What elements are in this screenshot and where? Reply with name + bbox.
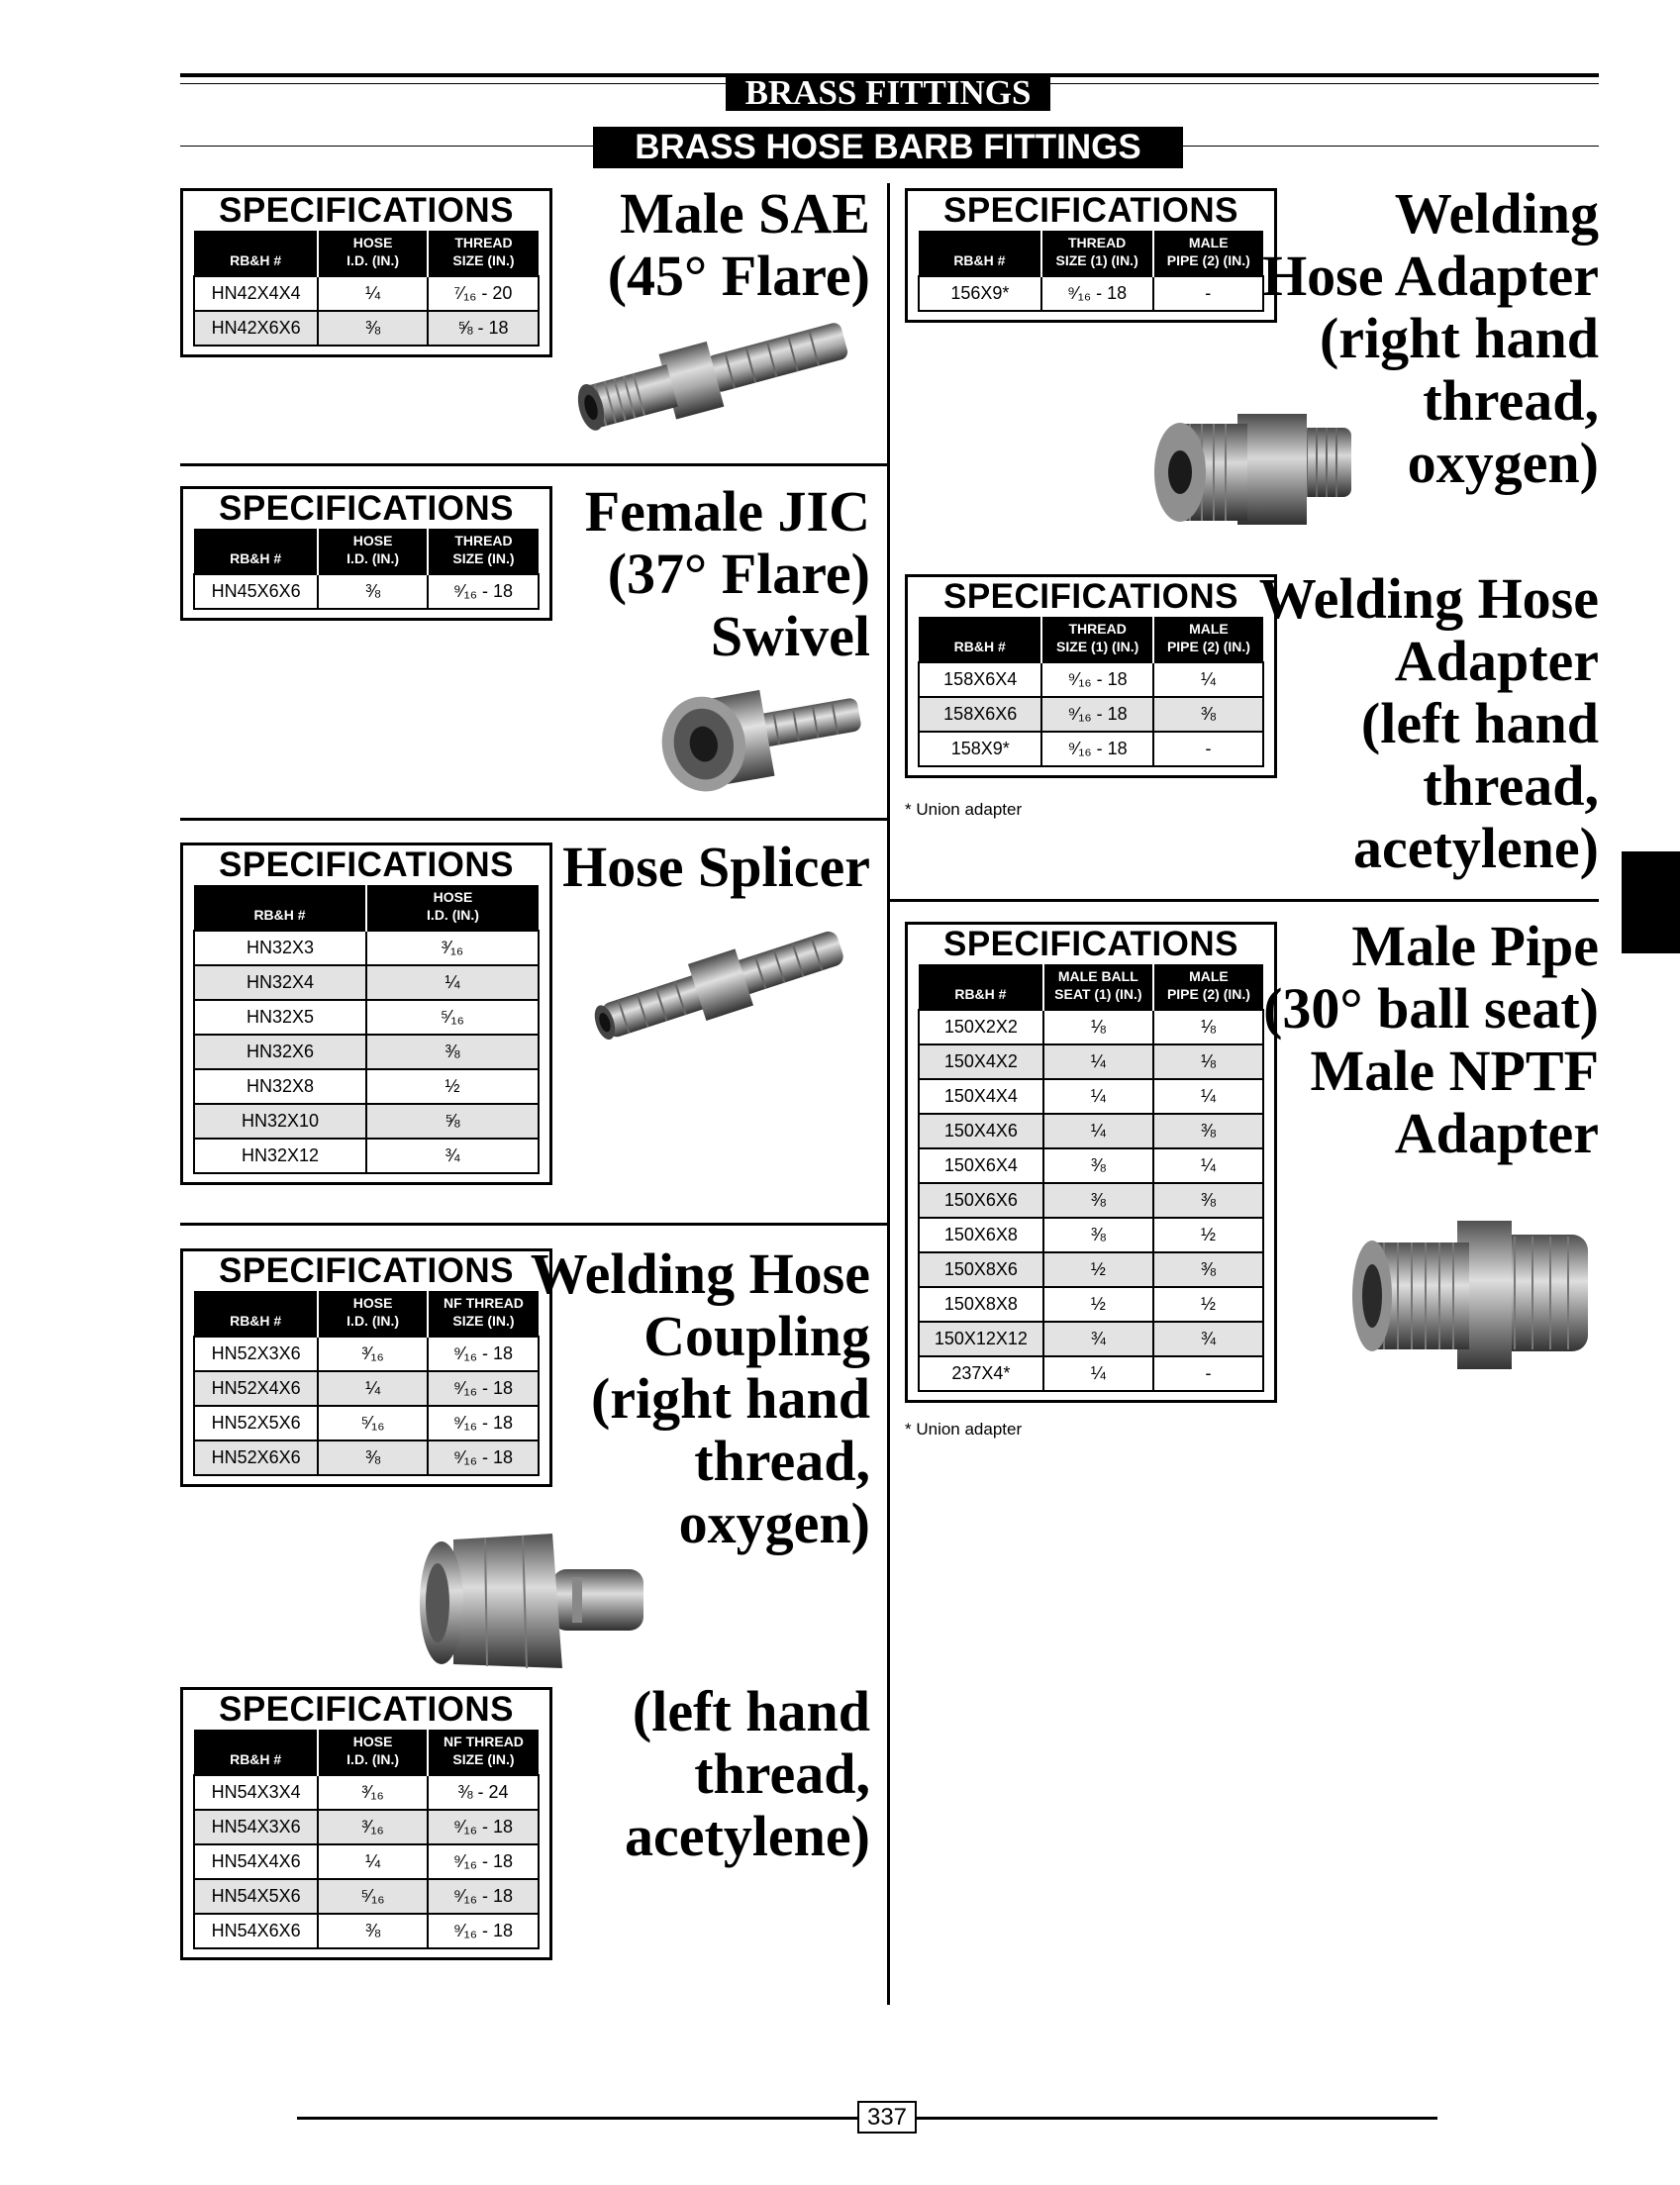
- title-line: Welding Hose: [1258, 566, 1599, 631]
- table-row: [194, 1440, 539, 1475]
- column-header: THREAD SIZE (1) (IN.): [1041, 617, 1152, 662]
- spec-table: [193, 231, 540, 347]
- column-header: RB&H #: [194, 231, 318, 276]
- spec-table: [193, 1730, 540, 1949]
- table-row: [194, 1337, 539, 1371]
- column-header: NF THREAD SIZE (IN.): [428, 1291, 539, 1337]
- left-divider-1: [180, 463, 887, 466]
- spec-table-welding-coupling-rh: [180, 1248, 552, 1487]
- table-cell: 156X9*: [919, 276, 1041, 311]
- table-cell: HN52X5X6: [194, 1406, 318, 1440]
- table-row: [919, 1010, 1263, 1044]
- table-row: [919, 697, 1263, 732]
- title-line: (37° Flare): [607, 542, 870, 606]
- table-cell: ⁹⁄₁₆ - 18: [428, 1337, 539, 1371]
- table-row: [194, 1371, 539, 1406]
- table-cell: ½: [1153, 1218, 1263, 1252]
- table-cell: ½: [366, 1069, 539, 1104]
- table-row: [194, 1775, 539, 1810]
- title-line: Hose Splicer: [562, 835, 870, 899]
- table-cell: ⁹⁄₁₆ - 18: [428, 1879, 539, 1914]
- column-header: HOSE I.D. (IN.): [318, 1730, 428, 1775]
- spec-table-welding-coupling-lh: [180, 1687, 552, 1960]
- column-header: RB&H #: [919, 617, 1041, 662]
- table-cell: HN45X6X6: [194, 574, 318, 609]
- table-cell: ¼: [318, 276, 428, 311]
- title-line: (left hand: [1360, 691, 1599, 755]
- specifications-heading: SPECIFICATIONS: [218, 489, 515, 528]
- table-row: [194, 1406, 539, 1440]
- table-header-row: [194, 1291, 539, 1337]
- table-cell: ⅜: [318, 1440, 428, 1475]
- table-cell: HN32X8: [194, 1069, 366, 1104]
- table-cell: ⅝: [366, 1104, 539, 1139]
- table-row: [194, 1035, 539, 1069]
- table-cell: ⁵⁄₁₆: [366, 1000, 539, 1035]
- table-cell: HN32X4: [194, 965, 366, 1000]
- table-cell: ⅜: [318, 1914, 428, 1948]
- table-cell: ⅛: [1153, 1010, 1263, 1044]
- table-cell: HN32X3: [194, 931, 366, 965]
- table-cell: HN54X3X6: [194, 1810, 318, 1844]
- title-male-pipe: [1263, 915, 1599, 1164]
- table-cell: ⅜: [318, 574, 428, 609]
- title-line: Swivel: [710, 604, 870, 668]
- table-row: [194, 931, 539, 965]
- table-cell: ¾: [1043, 1322, 1153, 1356]
- table-cell: 150X2X2: [919, 1010, 1043, 1044]
- table-cell: 150X4X2: [919, 1044, 1043, 1079]
- table-header-row: [194, 529, 539, 574]
- table-cell: HN42X6X6: [194, 311, 318, 346]
- table-cell: ⁹⁄₁₆ - 18: [1041, 732, 1152, 766]
- table-cell: -: [1153, 1356, 1263, 1391]
- table-cell: HN32X10: [194, 1104, 366, 1139]
- column-header: RB&H #: [194, 1291, 318, 1337]
- column-header: RB&H #: [194, 1730, 318, 1775]
- title-female-jic: [585, 480, 870, 667]
- spec-table-welding-adapter-rh: [905, 188, 1277, 323]
- column-header: THREAD SIZE (IN.): [428, 529, 539, 574]
- table-cell: ⁷⁄₁₆ - 20: [428, 276, 539, 311]
- title-line: Adapter: [1394, 1101, 1599, 1165]
- table-cell: ⁹⁄₁₆ - 18: [428, 1810, 539, 1844]
- column-header: HOSE I.D. (IN.): [366, 885, 539, 931]
- title-line: (30° ball seat): [1263, 976, 1599, 1041]
- subsection-banner: BRASS HOSE BARB FITTINGS: [593, 127, 1183, 168]
- table-cell: 237X4*: [919, 1356, 1043, 1391]
- table-row: [919, 1079, 1263, 1114]
- column-header: HOSE I.D. (IN.): [318, 231, 428, 276]
- table-row: [194, 574, 539, 609]
- table-row: [194, 965, 539, 1000]
- table-cell: 150X4X6: [919, 1114, 1043, 1148]
- table-cell: HN32X5: [194, 1000, 366, 1035]
- table-row: [919, 732, 1263, 766]
- table-cell: 150X8X8: [919, 1287, 1043, 1322]
- table-cell: ⅜: [318, 311, 428, 346]
- table-cell: ⅜: [1153, 1252, 1263, 1287]
- title-line: Hose Adapter: [1262, 244, 1599, 308]
- table-cell: ⅜: [1043, 1183, 1153, 1218]
- table-cell: ⁵⁄₁₆: [318, 1406, 428, 1440]
- table-row: [194, 1844, 539, 1879]
- table-cell: ½: [1043, 1287, 1153, 1322]
- table-cell: ¼: [1043, 1114, 1153, 1148]
- title-line: thread,: [694, 1741, 870, 1806]
- title-line: thread,: [1423, 368, 1599, 433]
- table-cell: ⁹⁄₁₆ - 18: [428, 1844, 539, 1879]
- table-row: [919, 276, 1263, 311]
- union-adapter-note-2: * Union adapter: [905, 1420, 1023, 1439]
- table-header-row: [194, 231, 539, 276]
- spec-table-hose-splicer: [180, 843, 552, 1185]
- union-adapter-note-1: * Union adapter: [905, 800, 1023, 819]
- table-cell: ½: [1043, 1252, 1153, 1287]
- title-line: acetylene): [625, 1804, 870, 1868]
- table-row: [919, 1114, 1263, 1148]
- column-header: RB&H #: [194, 885, 366, 931]
- table-row: [194, 1069, 539, 1104]
- table-cell: ⅛: [1153, 1044, 1263, 1079]
- title-line: Adapter: [1394, 629, 1599, 693]
- table-cell: ¼: [318, 1844, 428, 1879]
- spec-table: [193, 885, 540, 1174]
- table-cell: ⁹⁄₁₆ - 18: [428, 574, 539, 609]
- table-row: [194, 1000, 539, 1035]
- specifications-heading: SPECIFICATIONS: [942, 191, 1239, 230]
- left-divider-3: [180, 1223, 887, 1226]
- title-welding-coupling-lh: [625, 1680, 870, 1867]
- column-header: THREAD SIZE (1) (IN.): [1041, 231, 1153, 276]
- table-cell: 150X6X4: [919, 1148, 1043, 1183]
- title-line: Male SAE: [620, 181, 870, 246]
- welding-adapter-rh-image: [1148, 406, 1356, 540]
- table-cell: ¼: [366, 965, 539, 1000]
- table-cell: 150X12X12: [919, 1322, 1043, 1356]
- table-cell: ¾: [366, 1139, 539, 1173]
- title-welding-coupling-rh: [531, 1242, 870, 1554]
- table-row: [919, 662, 1263, 697]
- table-cell: 158X9*: [919, 732, 1041, 766]
- table-row: [194, 1104, 539, 1139]
- page-number: 337: [857, 2101, 917, 2134]
- table-cell: ¼: [1043, 1079, 1153, 1114]
- welding-coupling-image: [414, 1520, 651, 1683]
- title-hose-splicer: [562, 836, 870, 898]
- title-line: thread,: [1423, 753, 1599, 818]
- table-cell: ⅜: [1153, 697, 1263, 732]
- title-line: Welding: [1394, 181, 1599, 246]
- center-divider: [887, 183, 890, 2005]
- column-header: NF THREAD SIZE (IN.): [428, 1730, 539, 1775]
- specifications-heading: SPECIFICATIONS: [942, 925, 1239, 963]
- table-row: [194, 1879, 539, 1914]
- table-cell: ³⁄₁₆: [318, 1337, 428, 1371]
- left-divider-2: [180, 818, 887, 821]
- table-cell: ⁹⁄₁₆ - 18: [1041, 276, 1153, 311]
- table-row: [194, 1810, 539, 1844]
- table-cell: ⅜: [1153, 1114, 1263, 1148]
- column-header: MALE PIPE (2) (IN.): [1153, 231, 1264, 276]
- table-cell: ⁹⁄₁₆ - 18: [428, 1371, 539, 1406]
- spec-table: [193, 529, 540, 610]
- right-divider-1: [890, 899, 1599, 902]
- hose-splicer-image: [579, 916, 861, 1054]
- table-cell: HN54X5X6: [194, 1879, 318, 1914]
- table-cell: HN52X3X6: [194, 1337, 318, 1371]
- table-cell: ³⁄₁₆: [366, 931, 539, 965]
- table-row: [919, 1148, 1263, 1183]
- spec-table: [918, 964, 1264, 1392]
- spec-table-male-pipe: [905, 922, 1277, 1403]
- specifications-heading: SPECIFICATIONS: [218, 1251, 515, 1290]
- spec-table: [918, 231, 1264, 312]
- table-cell: ½: [1153, 1287, 1263, 1322]
- table-row: [919, 1044, 1263, 1079]
- title-line: Welding Hose: [530, 1241, 870, 1306]
- table-cell: HN42X4X4: [194, 276, 318, 311]
- table-cell: -: [1153, 276, 1264, 311]
- table-row: [194, 1914, 539, 1948]
- table-row: [919, 1218, 1263, 1252]
- table-cell: ⅜: [1153, 1183, 1263, 1218]
- table-row: [919, 1356, 1263, 1391]
- male-pipe-adapter-image: [1348, 1213, 1596, 1381]
- title-line: Male Pipe: [1351, 914, 1599, 978]
- female-jic-fitting-image: [648, 673, 866, 797]
- title-line: (left hand: [632, 1679, 870, 1743]
- column-header: HOSE I.D. (IN.): [318, 1291, 428, 1337]
- spec-table-welding-adapter-lh: [905, 574, 1277, 778]
- table-cell: ⁹⁄₁₆ - 18: [428, 1440, 539, 1475]
- spec-table-male-sae: [180, 188, 552, 357]
- table-cell: ³⁄₁₆: [318, 1810, 428, 1844]
- table-row: [919, 1252, 1263, 1287]
- table-cell: 150X8X6: [919, 1252, 1043, 1287]
- table-cell: ⅜: [1043, 1148, 1153, 1183]
- section-tab: [1622, 851, 1680, 953]
- column-header: MALE PIPE (2) (IN.): [1153, 617, 1263, 662]
- table-cell: 150X6X6: [919, 1183, 1043, 1218]
- column-header: RB&H #: [919, 964, 1043, 1010]
- table-row: [919, 1183, 1263, 1218]
- table-cell: 158X6X4: [919, 662, 1041, 697]
- table-cell: -: [1153, 732, 1263, 766]
- table-cell: HN32X12: [194, 1139, 366, 1173]
- specifications-heading: SPECIFICATIONS: [942, 577, 1239, 616]
- spec-table: [918, 617, 1264, 767]
- male-sae-fitting-image: [562, 312, 859, 441]
- spec-table: [193, 1291, 540, 1476]
- title-line: Coupling: [643, 1304, 870, 1368]
- table-row: [194, 276, 539, 311]
- table-cell: ⅜: [1043, 1218, 1153, 1252]
- section-banner: BRASS FITTINGS: [726, 75, 1050, 111]
- table-cell: ⅛: [1043, 1010, 1153, 1044]
- title-line: Female JIC: [584, 479, 870, 544]
- table-header-row: [919, 231, 1263, 276]
- column-header: RB&H #: [194, 529, 318, 574]
- title-line: (right hand: [1319, 306, 1599, 370]
- table-cell: HN52X6X6: [194, 1440, 318, 1475]
- spec-table-female-jic: [180, 486, 552, 621]
- table-cell: ⁹⁄₁₆ - 18: [428, 1406, 539, 1440]
- title-line: (45° Flare): [607, 244, 870, 308]
- table-header-row: [194, 1730, 539, 1775]
- title-line: acetylene): [1353, 816, 1599, 880]
- table-cell: 150X4X4: [919, 1079, 1043, 1114]
- title-male-sae: [608, 182, 870, 307]
- column-header: HOSE I.D. (IN.): [318, 529, 428, 574]
- table-cell: HN54X3X4: [194, 1775, 318, 1810]
- title-line: Male NPTF: [1310, 1039, 1599, 1103]
- table-cell: ⅝ - 18: [428, 311, 539, 346]
- table-cell: ⁹⁄₁₆ - 18: [1041, 662, 1152, 697]
- table-cell: ¼: [1153, 1148, 1263, 1183]
- table-cell: ⅜ - 24: [428, 1775, 539, 1810]
- title-line: oxygen): [1407, 431, 1599, 495]
- specifications-heading: SPECIFICATIONS: [218, 845, 515, 884]
- table-cell: HN32X6: [194, 1035, 366, 1069]
- column-header: MALE PIPE (2) (IN.): [1153, 964, 1263, 1010]
- table-cell: ⅜: [366, 1035, 539, 1069]
- table-row: [919, 1322, 1263, 1356]
- table-row: [194, 311, 539, 346]
- table-header-row: [919, 964, 1263, 1010]
- table-cell: ¼: [1043, 1044, 1153, 1079]
- table-row: [194, 1139, 539, 1173]
- title-line: oxygen): [678, 1491, 870, 1555]
- table-cell: ⁹⁄₁₆ - 18: [428, 1914, 539, 1948]
- table-cell: 150X6X8: [919, 1218, 1043, 1252]
- column-header: RB&H #: [919, 231, 1041, 276]
- table-cell: ¼: [1153, 662, 1263, 697]
- table-cell: HN52X4X6: [194, 1371, 318, 1406]
- title-line: (right hand: [590, 1366, 870, 1431]
- table-cell: ¼: [1153, 1079, 1263, 1114]
- title-line: thread,: [694, 1429, 870, 1493]
- table-row: [919, 1287, 1263, 1322]
- table-cell: ³⁄₁₆: [318, 1775, 428, 1810]
- column-header: THREAD SIZE (IN.): [428, 231, 539, 276]
- table-cell: ¾: [1153, 1322, 1263, 1356]
- table-cell: 158X6X6: [919, 697, 1041, 732]
- table-cell: HN54X4X6: [194, 1844, 318, 1879]
- table-cell: ⁹⁄₁₆ - 18: [1041, 697, 1152, 732]
- specifications-heading: SPECIFICATIONS: [218, 1690, 515, 1729]
- table-cell: HN54X6X6: [194, 1914, 318, 1948]
- title-welding-adapter-lh: [1259, 567, 1599, 879]
- table-cell: ¼: [318, 1371, 428, 1406]
- table-cell: ⁵⁄₁₆: [318, 1879, 428, 1914]
- specifications-heading: SPECIFICATIONS: [218, 191, 515, 230]
- column-header: MALE BALL SEAT (1) (IN.): [1043, 964, 1153, 1010]
- table-cell: ¼: [1043, 1356, 1153, 1391]
- table-header-row: [194, 885, 539, 931]
- table-header-row: [919, 617, 1263, 662]
